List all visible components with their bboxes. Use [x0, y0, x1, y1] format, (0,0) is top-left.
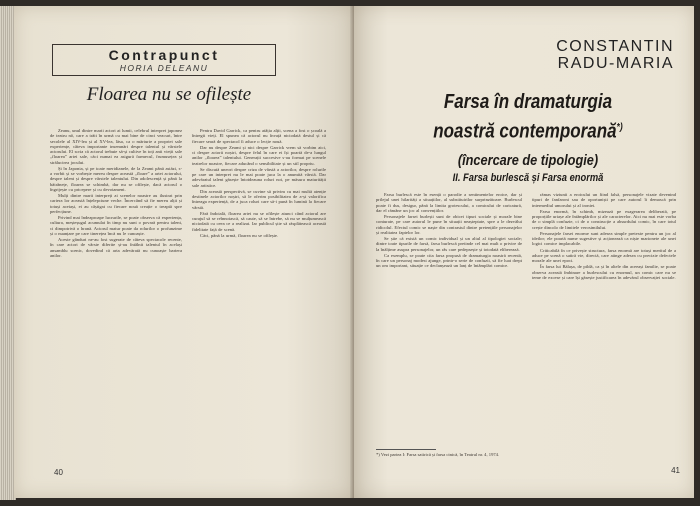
paragraph: Criticabilă în ce privește structura, farsa enormă are totuși meritul de a aduce pe scenă o satiră vie, directă, care atinge adesea cu precizie defectele morale ale unei epoci. [532, 247, 676, 263]
left-column-2 [192, 128, 326, 474]
paragraph: Se discută uneori despre criza de vârstă a actorilor, despre rolurile pe care un interpret nu le mai poate juca la o anumită vârstă. Dar adevăratul talent găsește întotdeauna roluri noi, pe măsura maturității sale artistice. [192, 166, 326, 188]
article-subtitle: (încercare de tipologie) [457, 152, 599, 169]
right-page [354, 6, 694, 498]
paragraph: rămas viziunii a eroicului un fiind falsă, personajele vizate devenind tipuri de fanfaroni sau de oportuniști pe care autorul îi demască prin intermediul umorului și al ironiei. [532, 192, 676, 208]
article-section-heading: II. Farsa burlescă și Farsa enormă [452, 172, 604, 184]
paragraph: Se știe că există un comic individual și un altul al tipologiei sociale; dintre toate tipurile de farsă, farsa burlescă pretinde cel mai mult o privire de la înălțime asupra personajelor, un râs care pedepsește și totodată eliberează. [376, 236, 522, 252]
rubric-box [52, 44, 276, 76]
paragraph: Fără îndoială, floarea artei nu se ofilește atunci când actorul are curajul să se reînnoiască, să caute, să se întrebe, să nu se mulțumească niciodată cu ceea ce a realizat. Iar publicul știe să răsplătească această fidelitate față de scenă. [192, 210, 326, 232]
title-line-2 [401, 115, 656, 145]
paragraph: Pentru David Garrick, ca pentru atâția alții, scena a fost o școală a întregii vieți. El spunea că actorul nu învață niciodată destul și că fiecare seară de spectacol îi aduce o lecție nouă. [192, 128, 326, 144]
left-column-1 [50, 128, 182, 474]
rubric-author: HORIA DELEANU [119, 63, 209, 73]
right-column-1 [376, 192, 522, 446]
paragraph: Farsa burlescă este în esență o parodie a sentimentelor eroice, dar și prilejul unei hilarități a situațiilor, al substituirilor surprinzătoare. Burlescul poate fi dus, desigur, până la limita grotescului, a comicului de caricatură, dar el rămâne un joc al convențiilor. [376, 192, 522, 213]
page-number-right: 41 [671, 466, 680, 475]
paragraph: Căci, până la urmă, floarea nu se ofilește. [200, 232, 279, 238]
article-title-right [401, 90, 656, 145]
paragraph: Privind mai îndeaproape lucrurile, se poate observa că experiența, cultura, meșteșugul acumulat în timp nu sunt o povară pentru talent, ci dimpotrivă o hrană. Actorul matur poate da rolurilor o profunzime și o nuanțare pe care tinerețea încă nu le cunoaște. [50, 215, 182, 236]
paragraph: Din această perspectivă, se cuvine să privim cu mai multă atenție destinele actorilor noștri, să le oferim posibilitatea de a-și valorifica întreaga experiență, de a juca roluri care să-i pună în lumină la fiecare vârstă. [192, 188, 326, 210]
paragraph: Ca exemplu, se poate cita farsa propusă de dramaturgia noastră recentă, în care un personaj modest ajunge, printr-o serie de confuzii, să fie luat drept un om important, situație ce declanșează un lanț de întâmplări comice. [376, 252, 522, 269]
article-title-left: Floarea nu se ofilește [86, 84, 252, 105]
paragraph: Personajele farsei enorme sunt adesea simple pretexte pentru un joc al ideilor; ele poartă nume sugestive și acționează ca niște marionete ale unei logici comice implacabile. [532, 230, 676, 247]
footnote-rule [376, 449, 436, 450]
paragraph: Farsa enormă, în schimb, mizează pe exagerarea deliberată, pe proporțiile uriașe ale întâmplărilor și ale caracterelor. Aici nu mai este vorba de o simplă confuzie, ci de o construcție a absurdului comic, în care totul crește dincolo de limitele verosimilului. [532, 208, 676, 230]
right-column-2 [532, 192, 676, 468]
paragraph: Mulți dintre marii interpreți ai scenelor noastre au ilustrat prin cariera lor această înțelepciune veche. Încercând să fie mereu alții și totuși aceiași, ei au câștigat cu fiecare nouă creație o treaptă spre perfecțiune. [50, 193, 182, 214]
rubric-title: Contrapunct [108, 47, 220, 63]
paragraph: Și în Japonia, și pe toate meridianele, de la Zeami până astăzi, s-a vorbit și se vorbește mereu despre această „floare” a artei actorului, despre talent și despre vârstele talentului. Din adolescență și până la bătrânețe, floarea se schimbă, dar nu se ofilește, dacă actorul o îngrijește cu pricepere și cu devotament. [50, 165, 182, 192]
paragraph: Dar nu despre Zeami și nici despre Garrick vrem să vorbim aici, ci despre actorii noștri, despre felul în care ei își poartă de-a lungul anilor „floarea” talentului. Generații succesive s-au format pe scenele teatrelor noastre, fiecare aducând o sensibilitate și un stil propriu. [192, 144, 326, 166]
title-line-2-text: noastră contemporană [433, 120, 617, 143]
paragraph: Zeanu, unul dintre marii actori ai lumii, celebrul interpret japonez de teatru nō, care a trăit în urmă cu mai bine de cinci veacuri, între secolele al XIV-lea și al XV-lea, lăsa, ca o mărturie a propriei sale experiențe, câteva importante insemnări despre talentul și vârstele actorului. El scria că actorul trebuie să-și cultive în toți anii vieții sale „floarea” artei sale, căci numai ea asigură farmecul, frumusețea și strălucirea jocului. [50, 128, 182, 165]
left-page [14, 6, 354, 498]
paragraph: Personajele farsei burlești sunt de obicei tipuri sociale și morale bine conturate, pe care autorul le pune în situații neașteptate, spre a le dezvălui ridicolul. Efectul comic se naște din contrastul dintre pretențiile personajelor și realitatea faptelor lor. [376, 214, 522, 235]
title-line-1: Farsa în dramaturgia [443, 91, 613, 113]
author-name [434, 38, 674, 72]
author-last-name: RADU-MARIA [557, 55, 674, 72]
title-footnote-mark: *) [616, 122, 623, 133]
paragraph: În farsa lui Bălașa, de pildă, ca și în altele din aceeași familie, se poate observa această îmbinare a burlescului cu enormul, un comic care nu se teme de excese și care își găsește justificarea în adevărul observației sociale. [532, 264, 676, 280]
paragraph: Aceste gânduri ne-au fost sugerate de câteva spectacole recente, în care actori de vârste diferite și-au întâlnit talentul în același ansamblu scenic, dovedind că arta adevărată nu cunoaște bariera anilor. [50, 237, 182, 258]
footnote: *) Vezi partea I: Farsa satirică și farsa cinică, în Teatrul nr. 4, 1974. [376, 452, 500, 457]
page-number-left: 40 [54, 468, 63, 477]
author-first-name: CONSTANTIN [556, 38, 674, 55]
